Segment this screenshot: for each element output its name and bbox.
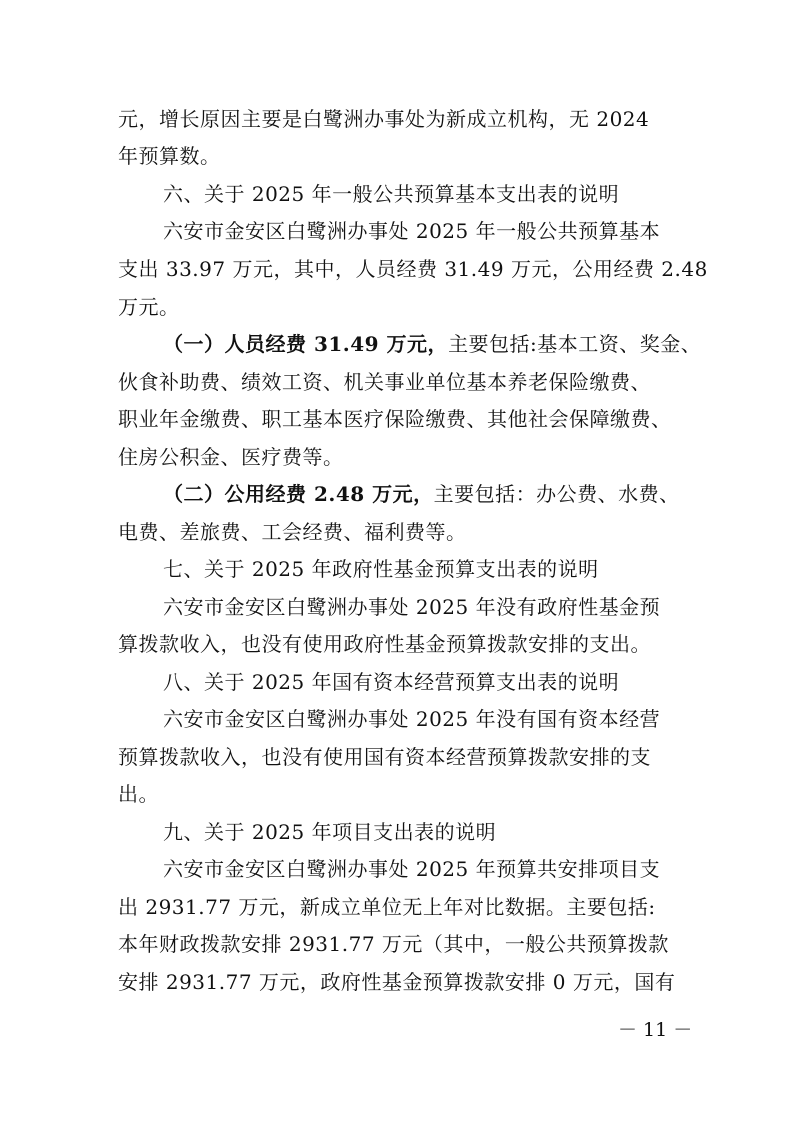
body-line: 本年财政拨款安排 2931.77 万元（其中，一般公共预算拨款 — [118, 932, 669, 956]
body-line: 住房公积金、医疗费等。 — [118, 445, 344, 469]
page-number: － 11 － — [618, 1019, 693, 1041]
subsection-personnel: （一）人员经费 31.49 万元，主要包括:基本工资、奖金、 — [163, 332, 702, 356]
body-line: 预算拨款收入，也没有使用国有资本经营预算拨款安排的支 — [118, 745, 651, 769]
body-line: 出。 — [118, 782, 159, 806]
body-line: 六安市金安区白鹭洲办事处 2025 年预算共安排项目支 — [163, 857, 661, 881]
body-line: 年预算数。 — [118, 144, 221, 168]
body-line: 安排 2931.77 万元，政府性基金预算拨款安排 0 万元，国有 — [118, 970, 676, 994]
section-heading-7: 七、关于 2025 年政府性基金预算支出表的说明 — [163, 557, 599, 581]
section-heading-6: 六、关于 2025 年一般公共预算基本支出表的说明 — [163, 182, 620, 206]
subsection-title: （一）人员经费 31.49 万元， — [163, 332, 449, 356]
body-line: 电费、差旅费、工会经费、福利费等。 — [118, 520, 467, 544]
body-line: 元，增长原因主要是白鹭洲办事处为新成立机构，无 2024 — [118, 107, 650, 131]
body-line: 伙食补助费、绩效工资、机关事业单位基本养老保险缴费、 — [118, 370, 651, 394]
body-line: 六安市金安区白鹭洲办事处 2025 年没有国有资本经营 — [163, 707, 661, 731]
body-line: 六安市金安区白鹭洲办事处 2025 年一般公共预算基本 — [163, 219, 661, 243]
body-line: 算拨款收入，也没有使用政府性基金预算拨款安排的支出。 — [118, 632, 651, 656]
body-line: 职业年金缴费、职工基本医疗保险缴费、其他社会保障缴费、 — [118, 407, 672, 431]
body-line: 支出 33.97 万元，其中，人员经费 31.49 万元，公用经费 2.48 — [118, 257, 708, 281]
section-heading-9: 九、关于 2025 年项目支出表的说明 — [163, 820, 497, 844]
body-line: 出 2931.77 万元，新成立单位无上年对比数据。主要包括: — [118, 895, 656, 919]
subsection-public: （二）公用经费 2.48 万元，主要包括：办公费、水费、 — [163, 482, 680, 506]
body-line: 六安市金安区白鹭洲办事处 2025 年没有政府性基金预 — [163, 595, 661, 619]
subsection-title: （二）公用经费 2.48 万元， — [163, 482, 434, 506]
body-line: 万元。 — [118, 295, 180, 319]
section-heading-8: 八、关于 2025 年国有资本经营预算支出表的说明 — [163, 670, 620, 694]
